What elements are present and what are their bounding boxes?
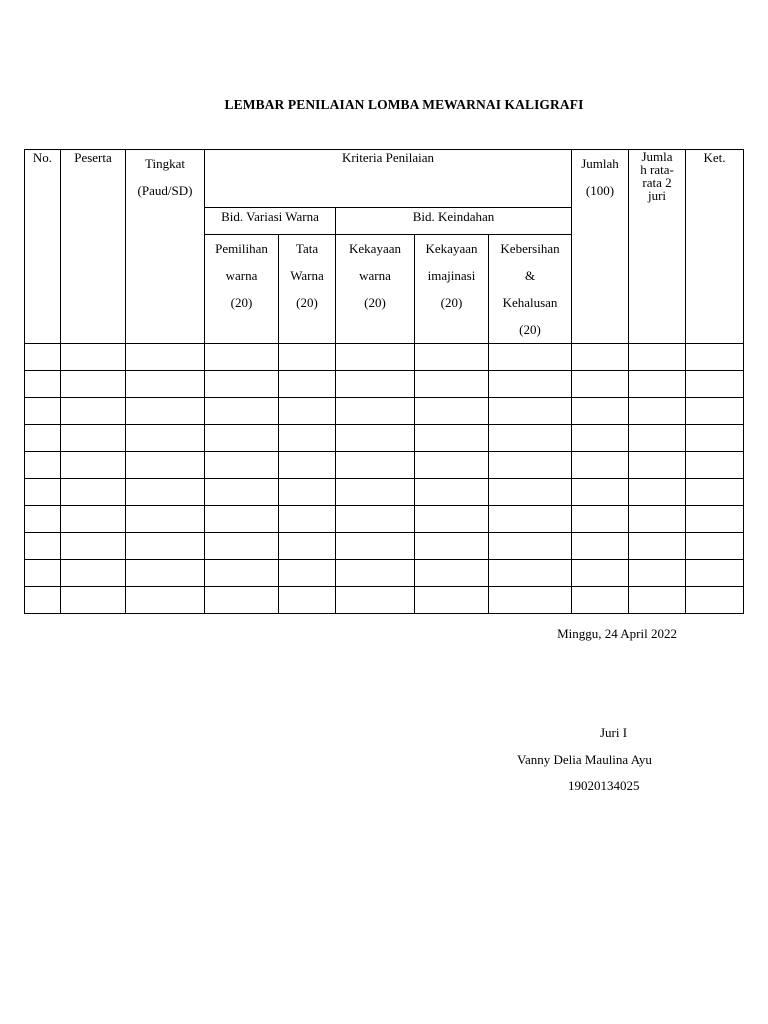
- table-cell: [205, 344, 279, 371]
- table-row: [25, 560, 744, 587]
- table-cell: [126, 425, 205, 452]
- table-cell: [686, 425, 744, 452]
- table-cell: [126, 344, 205, 371]
- table-cell: [25, 371, 61, 398]
- table-cell: [489, 560, 572, 587]
- table-cell: [629, 371, 686, 398]
- table-cell: [279, 398, 336, 425]
- table-cell: [61, 533, 126, 560]
- table-cell: [336, 506, 415, 533]
- table-cell: [629, 533, 686, 560]
- table-cell: [629, 344, 686, 371]
- table-cell: [25, 506, 61, 533]
- date-text: Minggu, 24 April 2022: [557, 626, 677, 641]
- table-cell: [629, 587, 686, 614]
- table-cell: [126, 479, 205, 506]
- judge-label: Juri I: [600, 725, 628, 740]
- table-cell: [205, 425, 279, 452]
- table-cell: [126, 506, 205, 533]
- table-row: [25, 425, 744, 452]
- header-ket: Ket.: [686, 150, 744, 344]
- table-cell: [205, 371, 279, 398]
- table-row: [25, 344, 744, 371]
- table-cell: [25, 560, 61, 587]
- table-cell: [336, 452, 415, 479]
- header-kekayaan-imajinasi: Kekayaan imajinasi (20): [415, 235, 489, 344]
- table-cell: [686, 479, 744, 506]
- table-cell: [25, 425, 61, 452]
- table-cell: [336, 533, 415, 560]
- table-cell: [572, 506, 629, 533]
- table-cell: [279, 506, 336, 533]
- table-cell: [279, 587, 336, 614]
- table-cell: [205, 452, 279, 479]
- table-cell: [686, 533, 744, 560]
- table-cell: [336, 371, 415, 398]
- table-cell: [686, 371, 744, 398]
- table-cell: [415, 452, 489, 479]
- table-cell: [25, 452, 61, 479]
- table-cell: [572, 398, 629, 425]
- table-cell: [629, 452, 686, 479]
- table-cell: [572, 452, 629, 479]
- blank-rows: [25, 344, 744, 614]
- table-cell: [279, 533, 336, 560]
- table-row: [25, 371, 744, 398]
- table-cell: [489, 479, 572, 506]
- table-cell: [629, 560, 686, 587]
- table-cell: [61, 560, 126, 587]
- table-cell: [279, 560, 336, 587]
- table-row: [25, 452, 744, 479]
- table-cell: [572, 371, 629, 398]
- table-cell: [61, 344, 126, 371]
- table-cell: [336, 587, 415, 614]
- table-row: [25, 587, 744, 614]
- table-cell: [572, 587, 629, 614]
- table-cell: [489, 587, 572, 614]
- table-cell: [336, 344, 415, 371]
- table-cell: [415, 533, 489, 560]
- header-rata-rata: Jumla h rata- rata 2 juri: [629, 150, 686, 344]
- table-cell: [279, 479, 336, 506]
- table-cell: [686, 398, 744, 425]
- table-cell: [489, 425, 572, 452]
- header-kebersihan: Kebersihan & Kehalusan (20): [489, 235, 572, 344]
- header-tingkat: Tingkat (Paud/SD): [126, 150, 205, 344]
- table-cell: [572, 533, 629, 560]
- table-cell: [629, 506, 686, 533]
- table-cell: [61, 398, 126, 425]
- table-cell: [126, 371, 205, 398]
- header-jumlah: Jumlah (100): [572, 150, 629, 344]
- header-bid-keindahan: Bid. Keindahan: [336, 208, 572, 235]
- table-cell: [61, 506, 126, 533]
- table-cell: [336, 479, 415, 506]
- table-cell: [205, 398, 279, 425]
- table-cell: [205, 479, 279, 506]
- score-table: [24, 149, 744, 614]
- table-cell: [489, 371, 572, 398]
- sheet-title: LEMBAR PENILAIAN LOMBA MEWARNAI KALIGRAFI: [224, 97, 584, 112]
- table-cell: [415, 560, 489, 587]
- table-cell: [126, 560, 205, 587]
- table-cell: [61, 479, 126, 506]
- table-row: [25, 479, 744, 506]
- table-cell: [686, 587, 744, 614]
- table-cell: [489, 506, 572, 533]
- table-cell: [686, 344, 744, 371]
- table-row: [25, 506, 744, 533]
- table-cell: [126, 398, 205, 425]
- header-bid-variasi: Bid. Variasi Warna: [205, 208, 336, 235]
- judge-id: 19020134025: [568, 778, 640, 793]
- table-cell: [415, 479, 489, 506]
- table-cell: [279, 425, 336, 452]
- table-cell: [489, 398, 572, 425]
- table-cell: [336, 425, 415, 452]
- table-cell: [336, 398, 415, 425]
- table-cell: [629, 425, 686, 452]
- table-cell: [686, 560, 744, 587]
- header-kekayaan-warna: Kekayaan warna (20): [336, 235, 415, 344]
- table-cell: [25, 344, 61, 371]
- table-cell: [489, 452, 572, 479]
- header-no: No.: [25, 150, 61, 344]
- table-cell: [279, 452, 336, 479]
- table-cell: [415, 344, 489, 371]
- table-cell: [61, 371, 126, 398]
- table-cell: [205, 506, 279, 533]
- table-cell: [205, 560, 279, 587]
- header-kriteria: Kriteria Penilaian: [205, 150, 572, 208]
- table-cell: [126, 587, 205, 614]
- header-tata-warna: Tata Warna (20): [279, 235, 336, 344]
- table-cell: [629, 398, 686, 425]
- table-cell: [686, 506, 744, 533]
- table-cell: [279, 344, 336, 371]
- judge-name: Vanny Delia Maulina Ayu: [517, 752, 652, 767]
- table-cell: [489, 533, 572, 560]
- table-row: [25, 398, 744, 425]
- table-cell: [25, 398, 61, 425]
- table-cell: [572, 560, 629, 587]
- table-cell: [415, 506, 489, 533]
- table-cell: [686, 452, 744, 479]
- table-cell: [415, 587, 489, 614]
- table-cell: [61, 425, 126, 452]
- table-cell: [415, 425, 489, 452]
- header-peserta: Peserta: [61, 150, 126, 344]
- table-row: [25, 533, 744, 560]
- table-cell: [25, 479, 61, 506]
- table-cell: [572, 479, 629, 506]
- table-cell: [336, 560, 415, 587]
- table-cell: [25, 587, 61, 614]
- table-cell: [629, 479, 686, 506]
- table-cell: [205, 587, 279, 614]
- table-cell: [572, 425, 629, 452]
- table-cell: [25, 533, 61, 560]
- table-cell: [279, 371, 336, 398]
- table-cell: [205, 533, 279, 560]
- table-cell: [415, 371, 489, 398]
- header-pemilihan-warna: Pemilihan warna (20): [205, 235, 279, 344]
- table-cell: [61, 587, 126, 614]
- table-cell: [572, 344, 629, 371]
- table-cell: [61, 452, 126, 479]
- table-cell: [126, 533, 205, 560]
- table-cell: [489, 344, 572, 371]
- table-cell: [126, 452, 205, 479]
- table-cell: [415, 398, 489, 425]
